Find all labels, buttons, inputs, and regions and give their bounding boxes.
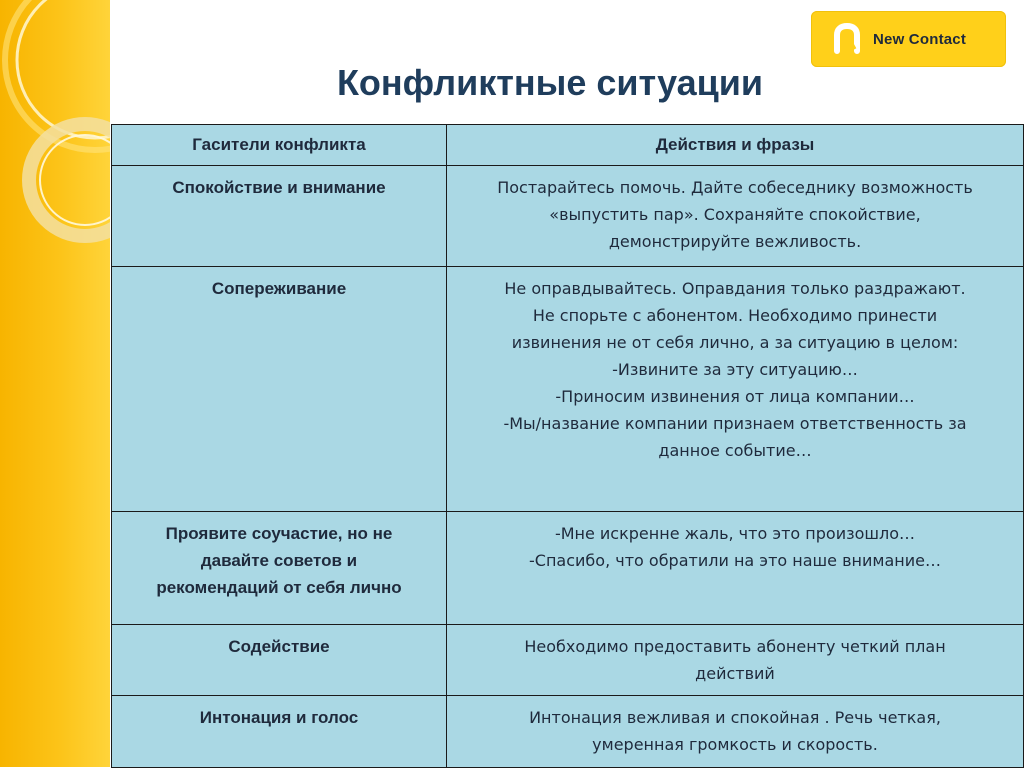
row-actions	[447, 166, 1024, 267]
cell-line: Содействие	[228, 637, 330, 656]
cell-line: -Мне искренне жаль, что это произошло…	[554, 524, 916, 543]
cell-line: Интонация и голос	[199, 708, 359, 727]
cell-line: Сопереживание	[211, 279, 347, 298]
table-row	[112, 166, 1024, 267]
row-label	[112, 267, 447, 512]
table-row	[112, 267, 1024, 512]
conflict-table	[111, 124, 1024, 768]
column-header-actions: Действия и фразы	[447, 125, 1024, 166]
cell-line: -Извините за эту ситуацию…	[612, 360, 858, 379]
cell-line: -Приносим извинения от лица компании…	[555, 387, 915, 406]
row-label	[112, 166, 447, 267]
cell-line: Интонация вежливая и спокойная . Речь четкая,	[529, 708, 941, 727]
cell-line: Не оправдывайтесь. Оправдания только раздражают.	[504, 279, 966, 298]
cell-line: извинения не от себя лично, а за ситуацию в целом:	[511, 333, 959, 352]
cell-line: демонстрируйте вежливость.	[608, 232, 862, 251]
row-actions	[447, 267, 1024, 512]
cell-line: Постарайтесь помочь. Дайте собеседнику возможность	[497, 178, 973, 197]
cell-line: Не спорьте с абонентом. Необходимо принести	[532, 306, 938, 325]
cell-line: «выпустить пар». Сохраняйте спокойствие,	[549, 205, 921, 224]
table-header-row	[112, 125, 1024, 166]
cell-line: действий	[695, 664, 775, 683]
cell-line: давайте советов и	[200, 551, 358, 570]
cell-line: Проявите соучастие, но не	[165, 524, 393, 543]
table-row	[112, 696, 1024, 768]
row-actions	[447, 696, 1024, 768]
decorative-sidebar	[0, 0, 110, 767]
brand-logo	[811, 11, 1006, 67]
row-actions	[447, 625, 1024, 696]
table-row	[112, 512, 1024, 625]
page-title: Конфликтные ситуации	[336, 62, 764, 103]
row-label	[112, 696, 447, 768]
cell-line: умеренная громкость и скорость.	[592, 735, 878, 754]
cell-line: рекомендаций от себя лично	[156, 578, 402, 597]
cell-line: -Спасибо, что обратили на это наше внимание…	[529, 551, 941, 570]
cell-line: Необходимо предоставить абоненту четкий план	[524, 637, 946, 656]
new-contact-logo-icon	[831, 21, 867, 57]
row-label	[112, 625, 447, 696]
cell-line: данное событие…	[658, 441, 812, 460]
row-label	[112, 512, 447, 625]
brand-name: New Contact	[873, 30, 967, 48]
row-actions	[447, 512, 1024, 625]
table-row	[112, 625, 1024, 696]
cell-line: -Мы/название компании признаем ответственность за	[503, 414, 967, 433]
column-header-extinguishers: Гасители конфликта	[112, 125, 447, 166]
cell-line: Спокойствие и внимание	[172, 178, 386, 197]
decorative-circles	[0, 0, 110, 767]
